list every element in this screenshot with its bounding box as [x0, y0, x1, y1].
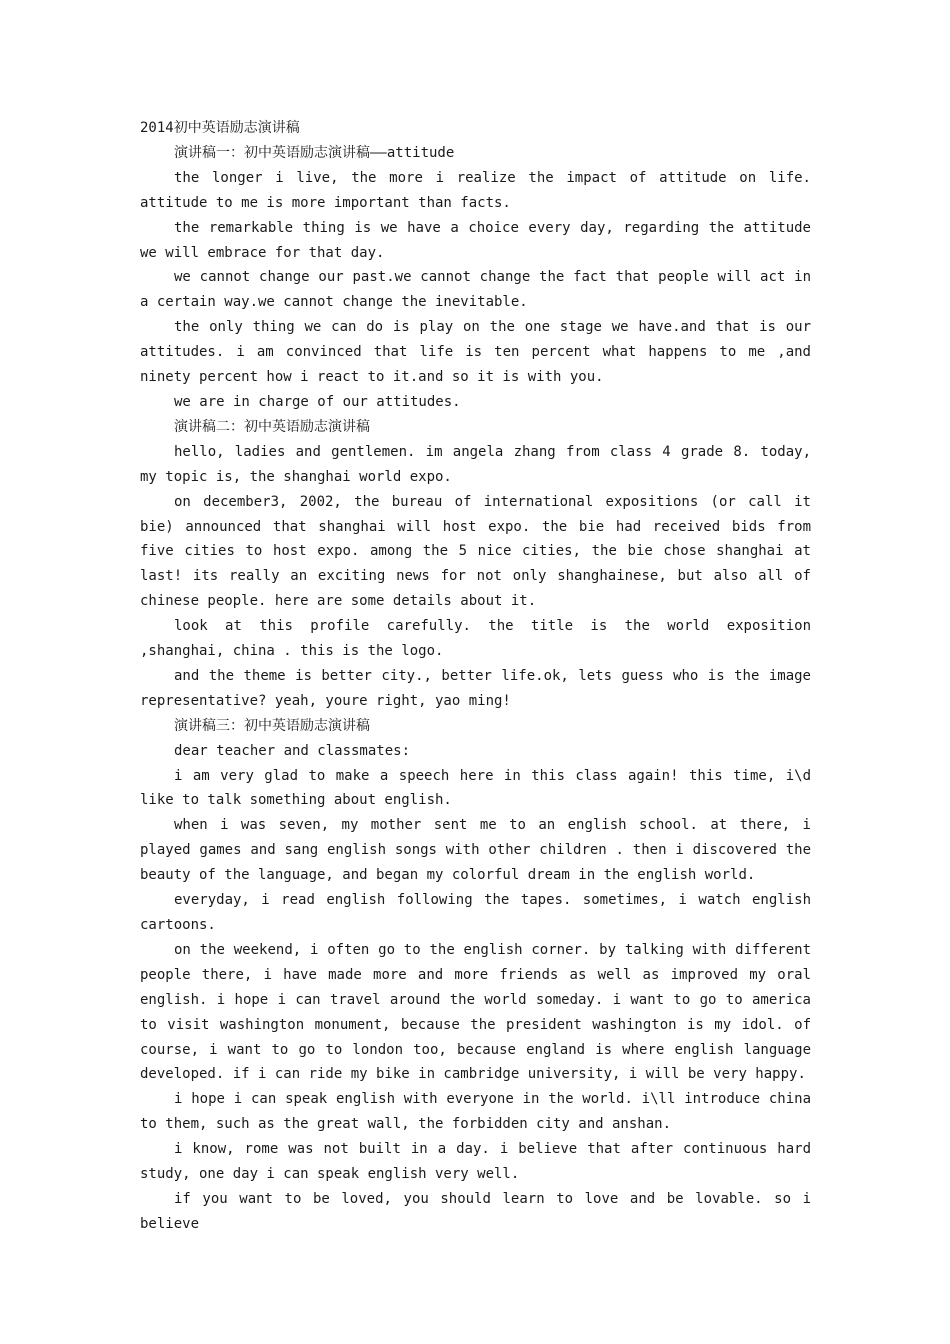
- paragraph: on december3, 2002, the bureau of international expositions (or call it bie) announced that shanghai will host expo. the bie had received bids from five cities to host expo. among the 5 nice cities, the bie chose shanghai at last! its really an exciting news for not only shanghainese, but also all of chinese people. here are some details about it.: [140, 493, 811, 610]
- paragraph: the longer i live, the more i realize the impact of attitude on life. attitude to me is more important than facts.: [140, 169, 811, 211]
- paragraph: the remarkable thing is we have a choice every day, regarding the attitude we will embrace for that day.: [140, 219, 811, 261]
- paragraph: and the theme is better city., better life.ok, lets guess who is the image representative? yeah, youre right, yao ming!: [140, 667, 811, 709]
- paragraph: i know, rome was not built in a day. i believe that after continuous hard study, one day i can speak english very well.: [140, 1141, 811, 1183]
- paragraph: on the weekend, i often go to the english corner. by talking with different people there, i have made more and more friends as well as improved my oral english. i hope i can travel around the world someday. i want to go to america to visit washington monument, because the president washington is my idol. of course, i want to go to london too, because england is where english language developed. if i can ride my bike in cambridge university, i will be very happy.: [140, 941, 811, 1083]
- section-heading: 演讲稿二：初中英语励志演讲稿: [174, 418, 370, 435]
- paragraph: the only thing we can do is play on the one stage we have.and that is our attitudes. i am convinced that life is ten percent what happens to me ,and ninety percent how i react to it.and so it is with you.: [140, 319, 811, 386]
- paragraph: if you want to be loved, you should learn to love and be lovable. so i believe: [140, 1190, 811, 1232]
- paragraph: we are in charge of our attitudes.: [174, 393, 461, 410]
- section-heading: 演讲稿三：初中英语励志演讲稿: [174, 717, 370, 734]
- paragraph: i am very glad to make a speech here in this class again! this time, i\d like to talk something about english.: [140, 767, 811, 809]
- paragraph: when i was seven, my mother sent me to an english school. at there, i played games and sang english songs with other children . then i discovered the beauty of the language, and began my colorful dream in the english world.: [140, 817, 811, 884]
- paragraph: i hope i can speak english with everyone in the world. i\ll introduce china to them, such as the great wall, the forbidden city and anshan.: [140, 1091, 811, 1133]
- document-page: [140, 116, 811, 1237]
- paragraph: hello, ladies and gentlemen. im angela zhang from class 4 grade 8. today, my topic is, the shanghai world expo.: [140, 443, 811, 485]
- paragraph: everyday, i read english following the tapes. sometimes, i watch english cartoons.: [140, 892, 811, 933]
- paragraph: look at this profile carefully. the title is the world exposition ,shanghai, china . this is the logo.: [140, 618, 811, 660]
- paragraph: we cannot change our past.we cannot change the fact that people will act in a certain way.we cannot change the inevitable.: [140, 269, 811, 311]
- paragraph: dear teacher and classmates:: [174, 742, 411, 759]
- document-body: [140, 141, 811, 1237]
- paragraph: 演讲稿一：初中英语励志演讲稿——attitude: [174, 144, 455, 161]
- document-title: 2014初中英语励志演讲稿: [140, 120, 300, 136]
